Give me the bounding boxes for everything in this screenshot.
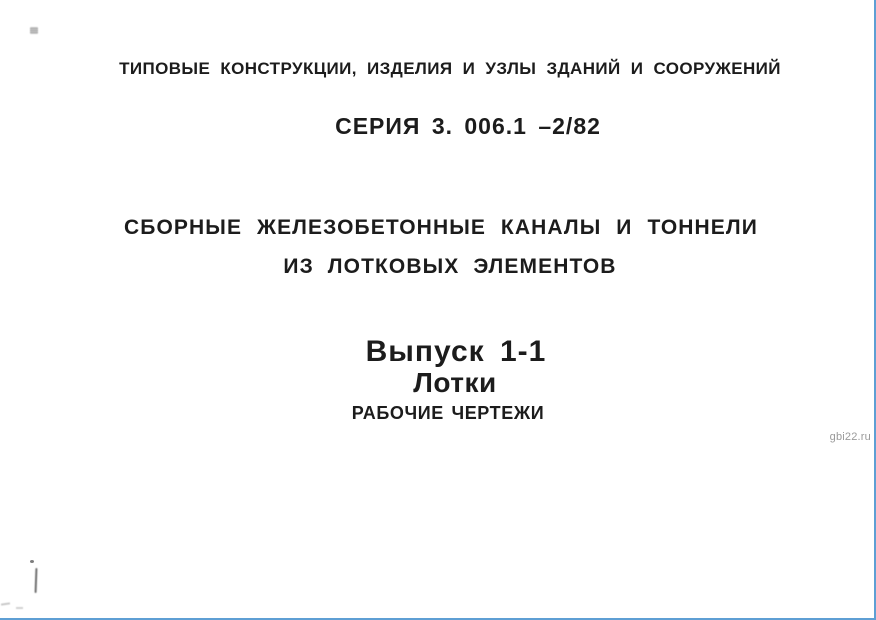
scan-dot-mark	[30, 560, 34, 563]
series-number: СЕРИЯ 3. 006.1 –2/82	[335, 113, 601, 139]
document-title-line-2: ИЗ ЛОТКОВЫХ ЭЛЕМЕНТОВ	[283, 255, 617, 278]
working-drawings-label: РАБОЧИЕ ЧЕРТЕЖИ	[351, 403, 545, 423]
issue-subtitle: Лотки	[413, 367, 497, 398]
site-watermark: gbi22.ru	[829, 431, 871, 443]
scan-faint-mark	[1, 602, 10, 605]
document-title-line-1: СБОРНЫЕ ЖЕЛЕЗОБЕТОННЫЕ КАНАЛЫ И ТОННЕЛИ	[124, 216, 758, 239]
document-category-heading: ТИПОВЫЕ КОНСТРУКЦИИ, ИЗДЕЛИЯ И УЗЛЫ ЗДАНИЙ И СООРУЖЕНИЙ	[119, 59, 781, 78]
scan-smudge-mark	[30, 27, 38, 34]
scan-faint-mark	[16, 607, 23, 609]
issue-number: Выпуск 1-1	[365, 335, 547, 368]
scan-pen-stroke-mark	[35, 568, 38, 593]
